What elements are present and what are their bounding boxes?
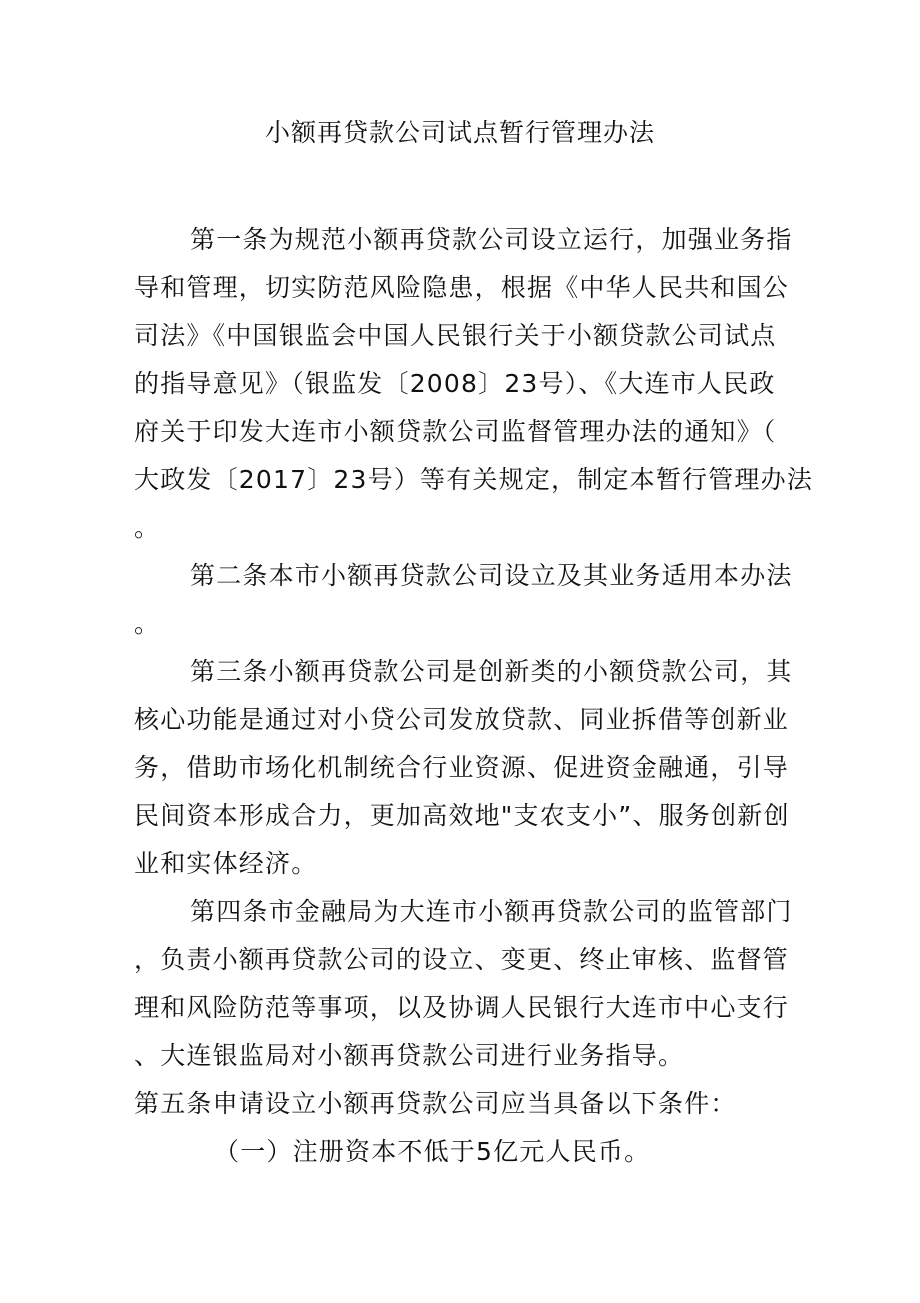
article-4-line-1: 第四条市金融局为大连市小额再贷款公司的监管部门 <box>190 897 793 926</box>
article-4-line-4: 、大连银监局对小额再贷款公司进行业务指导。 <box>134 1041 685 1070</box>
article-4-line-2: ，负责小额再贷款公司的设立、变更、终止审核、监督管 <box>134 945 790 974</box>
article-5-line-1: 第五条申请设立小额再贷款公司应当具备以下条件： <box>134 1089 737 1118</box>
article-1-line-1: 第一条为规范小额再贷款公司设立运行，加强业务指 <box>190 225 793 254</box>
article-1-line-4: 的指导意见》（银监发〔2008〕23号）、《大连市人民政 <box>134 369 776 398</box>
document-title: 小额再贷款公司试点暂行管理办法 <box>264 118 655 147</box>
article-1-line-3: 司法》《中国银监会中国人民银行关于小额贷款公司试点 <box>134 321 777 350</box>
document-body <box>134 216 814 1176</box>
article-3-line-2: 核心功能是通过对小贷公司发放贷款、同业拆借等创新业 <box>134 705 790 734</box>
article-3-line-3: 务，借助市场化机制统合行业资源、促进资金融通，引导 <box>134 753 790 782</box>
article-3-line-1: 第三条小额再贷款公司是创新类的小额贷款公司，其 <box>190 657 793 686</box>
article-5-item-1: （一）注册资本不低于5亿元人民币。 <box>214 1137 651 1166</box>
article-1-line-7: 。 <box>134 513 161 542</box>
article-1-line-5: 府关于印发大连市小额贷款公司监督管理办法的通知》（ <box>134 417 777 446</box>
article-2-line-1: 第二条本市小额再贷款公司设立及其业务适用本办法 <box>190 561 793 590</box>
article-1-line-2: 导和管理，切实防范风险隐患，根据《中华人民共和国公 <box>134 273 790 302</box>
article-1-line-6: 大政发〔2017〕23号）等有关规定，制定本暂行管理办法 <box>134 465 814 494</box>
article-3-line-4: 民间资本形成合力，更加高效地"支农支小”、服务创新创 <box>134 801 790 830</box>
article-2-line-2: 。 <box>134 609 161 638</box>
article-4-line-3: 理和风险防范等事项，以及协调人民银行大连市中心支行 <box>134 993 790 1022</box>
article-3-line-5: 业和实体经济。 <box>134 849 318 878</box>
